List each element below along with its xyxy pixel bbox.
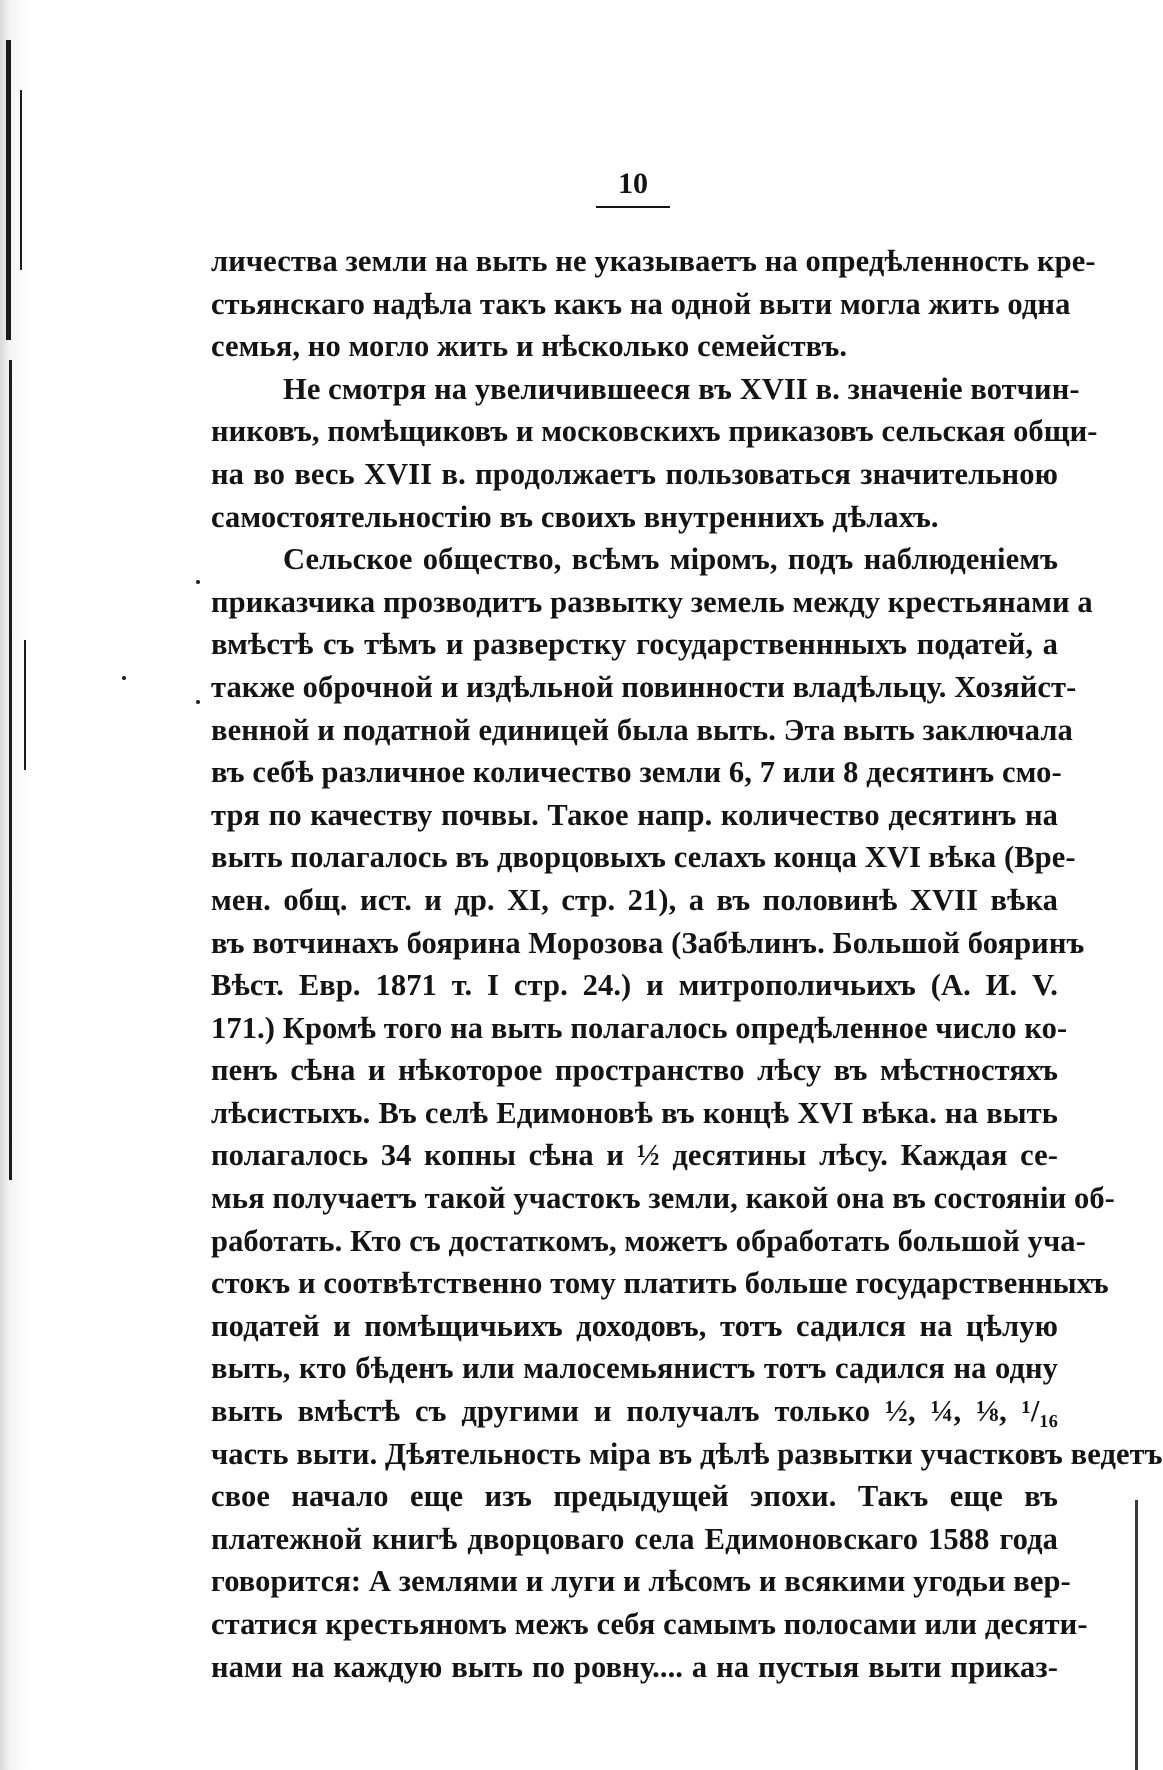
text-line: выть полагалось въ дворцовыхъ селахъ конца XVI вѣка (Вре- [211,840,1076,875]
text-line: никовъ, помѣщиковъ и московскихъ приказовъ сельская общи- [211,414,1098,449]
text-line: также оброчной и издѣльной повинности владѣльцу. Хозяйст- [211,669,1077,704]
text-line: венной и податной единицей была выть. Эта выть заключала [211,712,1073,747]
text-line: 171.) Кромѣ того на выть полагалось опредѣленное число ко- [211,1010,1068,1045]
text-line: полагалось 34 копны сѣна и ½ десятины лѣсу. Каждая се- [211,1138,1058,1173]
text-line: говорится: А землями и луги и лѣсомъ и всякими угодьи вер- [211,1564,1071,1599]
margin-ink-dot [196,700,200,704]
text-line: Не смотря на увеличившееся въ XVII в. значеніе вотчин- [283,371,1080,406]
binding-shadow-mark [9,360,12,1180]
text-line: вмѣстѣ съ тѣмъ и разверстку государственнныхъ податей, а [211,627,1058,662]
text-line: податей и помѣщичьихъ доходовъ, тотъ садился на цѣлую [211,1308,1058,1343]
text-line: въ себѣ различное количество земли 6, 7 или 8 десятинъ смо- [211,755,1062,790]
page-number: 10 [618,167,648,200]
text-line: нами на каждую выть по ровну.... а на пустыя выти приказ- [211,1649,1058,1684]
text-line: статися крестьяномъ межъ себя самымъ полосами или десяти- [211,1607,1088,1641]
margin-ink-dot [196,580,200,584]
text-line: стокъ и соотвѣтственно тому платить больше государственныхъ [211,1266,1109,1301]
text-line: приказчика прозводитъ развытку земель между крестьянами а [211,584,1093,619]
margin-ink-dot [122,676,126,680]
text-line: выть вмѣстѣ съ другими и получалъ только ½, ¼, ⅛, ¹/₁₆ [211,1394,1058,1429]
body-text [211,240,1163,1688]
binding-shadow-mark [6,40,11,340]
text-line: на во весь XVII в. продолжаетъ пользоваться значительною [211,456,1058,491]
text-line: часть выти. Дѣятельность міра въ дѣлѣ развытки участковъ ведетъ [211,1436,1163,1471]
text-line: Вѣст. Евр. 1871 т. I стр. 24.) и митрополичьихъ (А. И. V. [211,968,1058,1003]
binding-shadow-mark [20,90,22,270]
text-line: самостоятельностію въ своихъ внутреннихъ дѣлахъ. [211,499,939,534]
text-line: лѣсистыхъ. Въ селѣ Едимоновѣ въ концѣ XVI вѣка. на выть [211,1095,1058,1130]
text-line: работать. Кто съ достаткомъ, можетъ обработать большой уча- [211,1223,1086,1258]
text-line: личества земли на выть не указываетъ на опредѣленность кре- [211,244,1096,278]
text-line: мен. общ. ист. и др. XI, стр. 21), а въ половинѣ XVII вѣка [211,882,1058,917]
text-line: семья, но могло жить и нѣсколько семействъ. [211,329,848,364]
text-line: пенъ сѣна и нѣкоторое пространство лѣсу въ мѣстностяхъ [211,1053,1058,1088]
text-line: тря по качеству почвы. Такое напр. количество десятинъ на [211,797,1058,832]
text-line: въ вотчинахъ боярина Морозова (Забѣлинъ. Большой бояринъ [211,925,1085,960]
text-line: свое начало еще изъ предыдущей эпохи. Такъ еще въ [211,1479,1058,1514]
text-line: стьянскаго надѣла такъ какъ на одной выти могла жить одна [211,286,1071,321]
text-line: Сельское общество, всѣмъ міромъ, подъ наблюденіемъ [283,542,1058,577]
text-line: мья получаетъ такой участокъ земли, какой она въ состояніи об- [211,1181,1115,1216]
page-binding-edge [0,0,28,1770]
page-right-edge [1135,1500,1138,1770]
binding-shadow-mark [24,640,26,770]
page-number-rule [596,206,670,208]
text-line: платежной книгѣ дворцоваго села Едимоновскаго 1588 года [211,1521,1058,1556]
text-line: выть, кто бѣденъ или малосемьянистъ тотъ садился на одну [211,1351,1058,1386]
